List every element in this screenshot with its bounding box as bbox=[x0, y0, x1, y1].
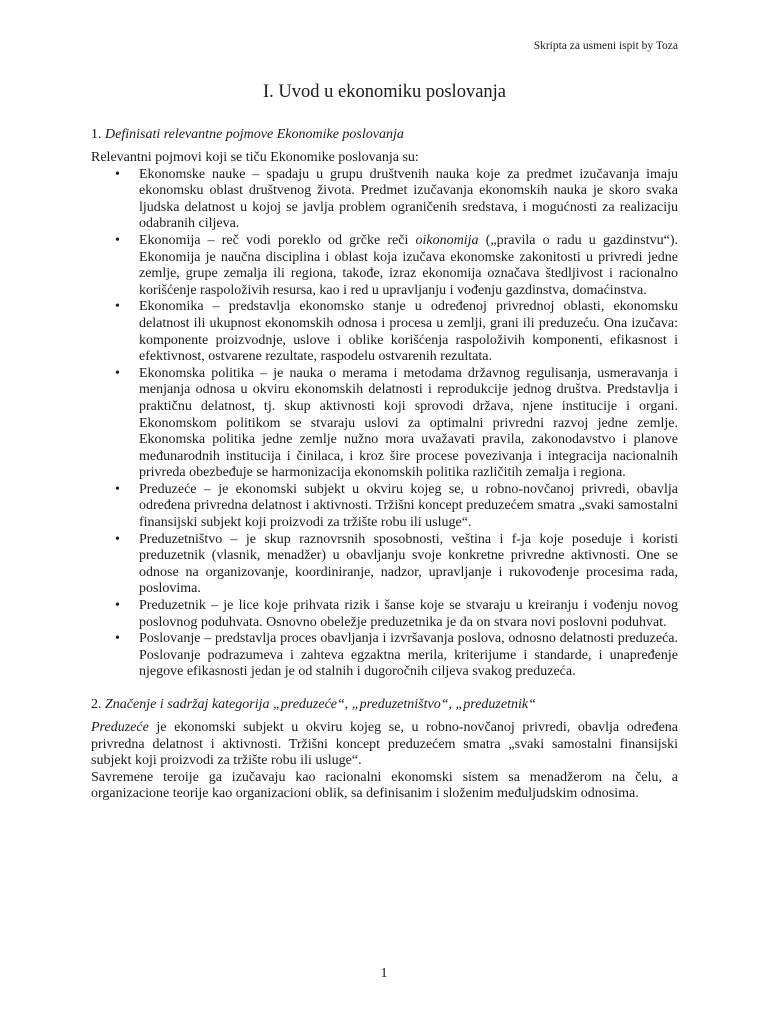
definition-italic-word: oikonomija bbox=[415, 232, 479, 248]
list-item bbox=[139, 233, 678, 299]
list-item bbox=[139, 631, 678, 681]
paragraph-text: je ekonomski subjekt u okviru kojeg se, u robno-novčanoj privredi, obavlja određena privredna delatnost i aktivnosti. Tržišni koncept preduzećem smatra „svaki samostalni finansijski subjekt koji proizvodi za tržište robu ili usluge“. bbox=[91, 720, 678, 769]
list-item bbox=[139, 532, 678, 598]
section-2-heading-text: Značenje i sadržaj kategorija „preduzeće“, „preduzetništvo“, „preduzetnik“ bbox=[105, 697, 536, 712]
list-item bbox=[139, 482, 678, 532]
list-item bbox=[139, 598, 678, 631]
section-2-heading bbox=[91, 697, 678, 713]
section-1-heading bbox=[91, 127, 678, 143]
chapter-title: I. Uvod u ekonomiku poslovanja bbox=[262, 82, 507, 102]
section-1-heading-text: Definisati relevantne pojmove Ekonomike poslovanja bbox=[105, 127, 404, 142]
definition-lead: – reč vodi poreklo od grčke reči bbox=[200, 232, 416, 248]
definition: – predstavlja ekonomsko stanje u određenoj privrednoj oblasti, ekonomsku delatnost ili ukupnost ekonomskih odnosa i procesa u zemlji, grani ili preduzeću. Ona izučava: komponente proizvodnje, uslove i oblike korišćenja raspoloživih komponenti, efikasnost i efektivnost, ostvarene rezultate, raspodelu ostvarenih rezultata. bbox=[139, 299, 678, 365]
section-1-number: 1. bbox=[91, 127, 102, 142]
term: Poslovanje bbox=[139, 631, 201, 647]
list-item bbox=[139, 167, 678, 233]
term: Preduzetništvo bbox=[139, 531, 223, 547]
term: Ekonomska politika bbox=[139, 365, 255, 381]
definition: – je skup raznovrsnih sposobnosti, veština i f-ja koje poseduje i koristi preduzetnik (vlasnik, menadžer) u obavljanju svoje konkretne privredne aktivnosti. One se odnose na organizovanje, koordiniranje, nadzor, upravljanje i rukovođenje procesima rada, poslovima. bbox=[139, 531, 678, 597]
definition: – predstavlja proces obavljanja i izvršavanja poslova, odnosno delatnosti preduzeća. Poslovanje podrazumeva i zahteva egzaktna merila, kriterijume i standarde, i unapređenje njegove efikasnosti jedan je od stalnih i dugoročnih ciljeva svakog preduzeća. bbox=[139, 631, 678, 680]
section-2-paragraph-1 bbox=[91, 720, 678, 770]
definition: – je ekonomski subjekt u okviru kojeg se, u robno-novčanoj privredi, obavlja određena privredna delatnost i aktivnosti. Tržišni koncept preduzećem smatra „svaki samostalni finansijski subjekt koji proizvodi za tržište robu ili usluge“. bbox=[139, 481, 678, 531]
term: Ekonomske nauke bbox=[139, 166, 246, 182]
term: Ekonomika bbox=[139, 299, 204, 315]
term: Preduzeće bbox=[139, 481, 197, 497]
definition: – je nauka o merama i metodama državnog regulisanja, usmeravanja i menjanja odnosa u okviru ekonomskih delatnosti i reprodukcije jednog društva. Predstavlja i praktičnu delatnost, tj. skup aktivnosti koji sprovodi država, njene institucije i organi. Ekonomskom politikom se stvaraju uslovi za optimalni privredni razvoj jedne zemlje. Ekonomska politika jedne zemlje nužno mora uvažavati pravila, zakonodavstvo i planove međunarodnih institucija i činilaca, i kroz šire procese povezivanja i integracija nacionalnih privreda obezbeđuje se harmonizacija ekonomskih politika različitih zemalja i regiona. bbox=[139, 365, 678, 481]
page-number: 1 bbox=[380, 966, 388, 981]
definitions-list bbox=[91, 167, 678, 681]
section-1-intro: Relevantni pojmovi koji se tiču Ekonomike poslovanja su: bbox=[91, 150, 419, 165]
term: Preduzetnik bbox=[139, 598, 206, 614]
section-2-paragraph-2: Savremene teroije ga izučavaju kao racionalni ekonomski sistem sa menadžerom na čelu, a organizacione teorije kao organizacioni oblik, sa definisanim i složenim međuljudskim odnosima. bbox=[91, 769, 678, 802]
term: Ekonomija bbox=[139, 232, 201, 248]
definition: – spadaju u grupu društvenih nauka koje za predmet izučavanja imaju ekonomsku oblast društvenog života. Predmet izučavanja ekonomskih nauka je skoro svaka ljudska delatnost u kojoj se javlja problem ograničenih sredstava, i mogućnosti za realizaciju odabranih ciljeva. bbox=[139, 166, 679, 232]
running-header: Skripta za usmeni ispit by Toza bbox=[533, 40, 678, 52]
section-2-number: 2. bbox=[91, 697, 102, 712]
list-item bbox=[139, 299, 678, 365]
definition: – je lice koje prihvata rizik i šanse koje se stvaraju u kreiranju i vođenju novog poslovnog poduhvata. Osnovno obeležje preduzetnika je da on stvara novi poslovni poduhvat. bbox=[139, 598, 678, 630]
paragraph-italic-term: Preduzeće bbox=[91, 720, 149, 735]
list-item bbox=[139, 366, 678, 482]
definition: („pravila o radu u gazdinstvu“). Ekonomija je naučna disciplina i oblast koja izučava ekonomske zakonitosti u privredi jedne zemlje, grupe zemalja ili regiona, takođe, izraz ekonomija označava štedljivost i racionalno korišćenje raspoloživih resursa, kao i red u upravljanju i vođenju gazdinstva, domaćinstva. bbox=[139, 232, 678, 298]
